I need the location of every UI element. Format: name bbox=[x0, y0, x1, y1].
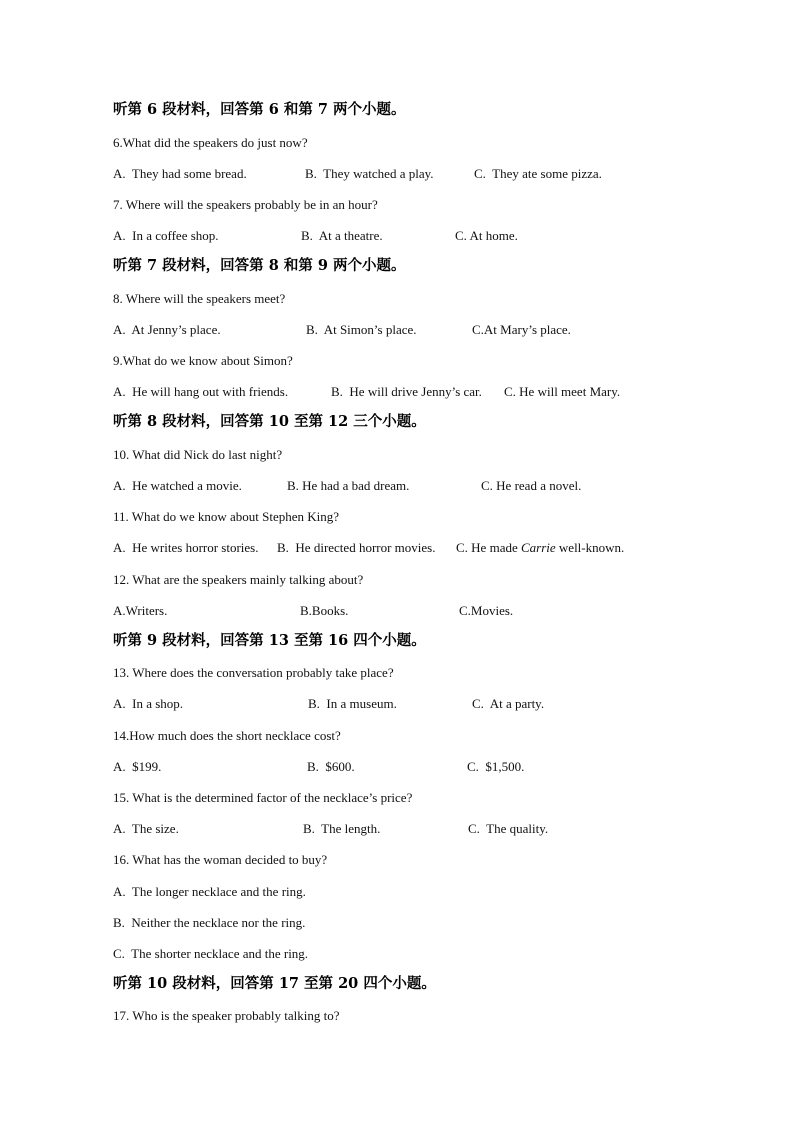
option-b: B. The length. bbox=[303, 821, 381, 836]
option-a: A. He watched a movie. bbox=[113, 478, 242, 493]
option-b: B. In a museum. bbox=[308, 696, 397, 711]
question-stem: 15. What is the determined factor of the necklace’s price? bbox=[113, 790, 413, 805]
option-c bbox=[456, 541, 624, 554]
question-stem: 6.What did the speakers do just now? bbox=[113, 135, 308, 150]
question-stem: 11. What do we know about Stephen King? bbox=[113, 509, 340, 524]
option-c-text-end: well-known. bbox=[555, 540, 625, 555]
option-c: C. The quality. bbox=[468, 821, 549, 836]
option-c: C. The shorter necklace and the ring. bbox=[113, 946, 309, 961]
option-a: A. In a coffee shop. bbox=[113, 228, 219, 243]
option-a: A. The longer necklace and the ring. bbox=[113, 884, 306, 899]
option-b: B. He will drive Jenny’s car. bbox=[331, 384, 482, 399]
option-c: C. At home. bbox=[455, 228, 518, 243]
section-heading: 听第 8 段材料，回答第 10 至第 12 三个小题。 bbox=[113, 413, 426, 430]
option-c: C. They ate some pizza. bbox=[474, 166, 602, 181]
question-stem: 17. Who is the speaker probably talking to? bbox=[113, 1008, 340, 1023]
option-a: A. He writes horror stories. bbox=[113, 540, 259, 555]
option-b: B. He directed horror movies. bbox=[277, 540, 436, 555]
option-c: C.Movies. bbox=[459, 603, 514, 618]
question-stem: 12. What are the speakers mainly talking about? bbox=[113, 572, 364, 587]
question-stem: 10. What did Nick do last night? bbox=[113, 447, 283, 462]
question-stem: 16. What has the woman decided to buy? bbox=[113, 852, 328, 867]
question-stem: 7. Where will the speakers probably be in an hour? bbox=[113, 197, 378, 212]
option-b: B. They watched a play. bbox=[305, 166, 434, 181]
option-a: A. He will hang out with friends. bbox=[113, 384, 289, 399]
section-heading: 听第 10 段材料，回答第 17 至第 20 四个小题。 bbox=[113, 975, 436, 992]
option-b: B. He had a bad dream. bbox=[287, 478, 410, 493]
option-b: B.Books. bbox=[300, 603, 349, 618]
question-stem: 8. Where will the speakers meet? bbox=[113, 291, 286, 306]
option-c-title: Carrie bbox=[520, 540, 556, 555]
option-b: B. At a theatre. bbox=[301, 228, 383, 243]
option-c-text-start: C. He made bbox=[456, 540, 521, 555]
option-b: B. Neither the necklace nor the ring. bbox=[113, 915, 306, 930]
section-heading: 听第 7 段材料，回答第 8 和第 9 两个小题。 bbox=[113, 257, 406, 274]
option-a: A. They had some bread. bbox=[113, 166, 247, 181]
option-b: B. At Simon’s place. bbox=[306, 322, 417, 337]
question-stem: 14.How much does the short necklace cost? bbox=[113, 728, 341, 743]
option-c: C. At a party. bbox=[472, 696, 545, 711]
option-a: A. At Jenny’s place. bbox=[113, 322, 221, 337]
option-a: A. In a shop. bbox=[113, 696, 184, 711]
option-c: C.At Mary’s place. bbox=[472, 322, 571, 337]
section-heading: 听第 6 段材料，回答第 6 和第 7 两个小题。 bbox=[113, 101, 406, 118]
option-c: C. $1,500. bbox=[467, 759, 525, 774]
option-c: C. He read a novel. bbox=[481, 478, 582, 493]
option-a: A.Writers. bbox=[113, 603, 168, 618]
question-stem: 13. Where does the conversation probably take place? bbox=[113, 665, 394, 680]
question-stem: 9.What do we know about Simon? bbox=[113, 353, 293, 368]
option-a: A. The size. bbox=[113, 821, 179, 836]
option-b: B. $600. bbox=[307, 759, 355, 774]
section-heading: 听第 9 段材料，回答第 13 至第 16 四个小题。 bbox=[113, 632, 426, 649]
option-a: A. $199. bbox=[113, 759, 162, 774]
option-c: C. He will meet Mary. bbox=[504, 384, 621, 399]
